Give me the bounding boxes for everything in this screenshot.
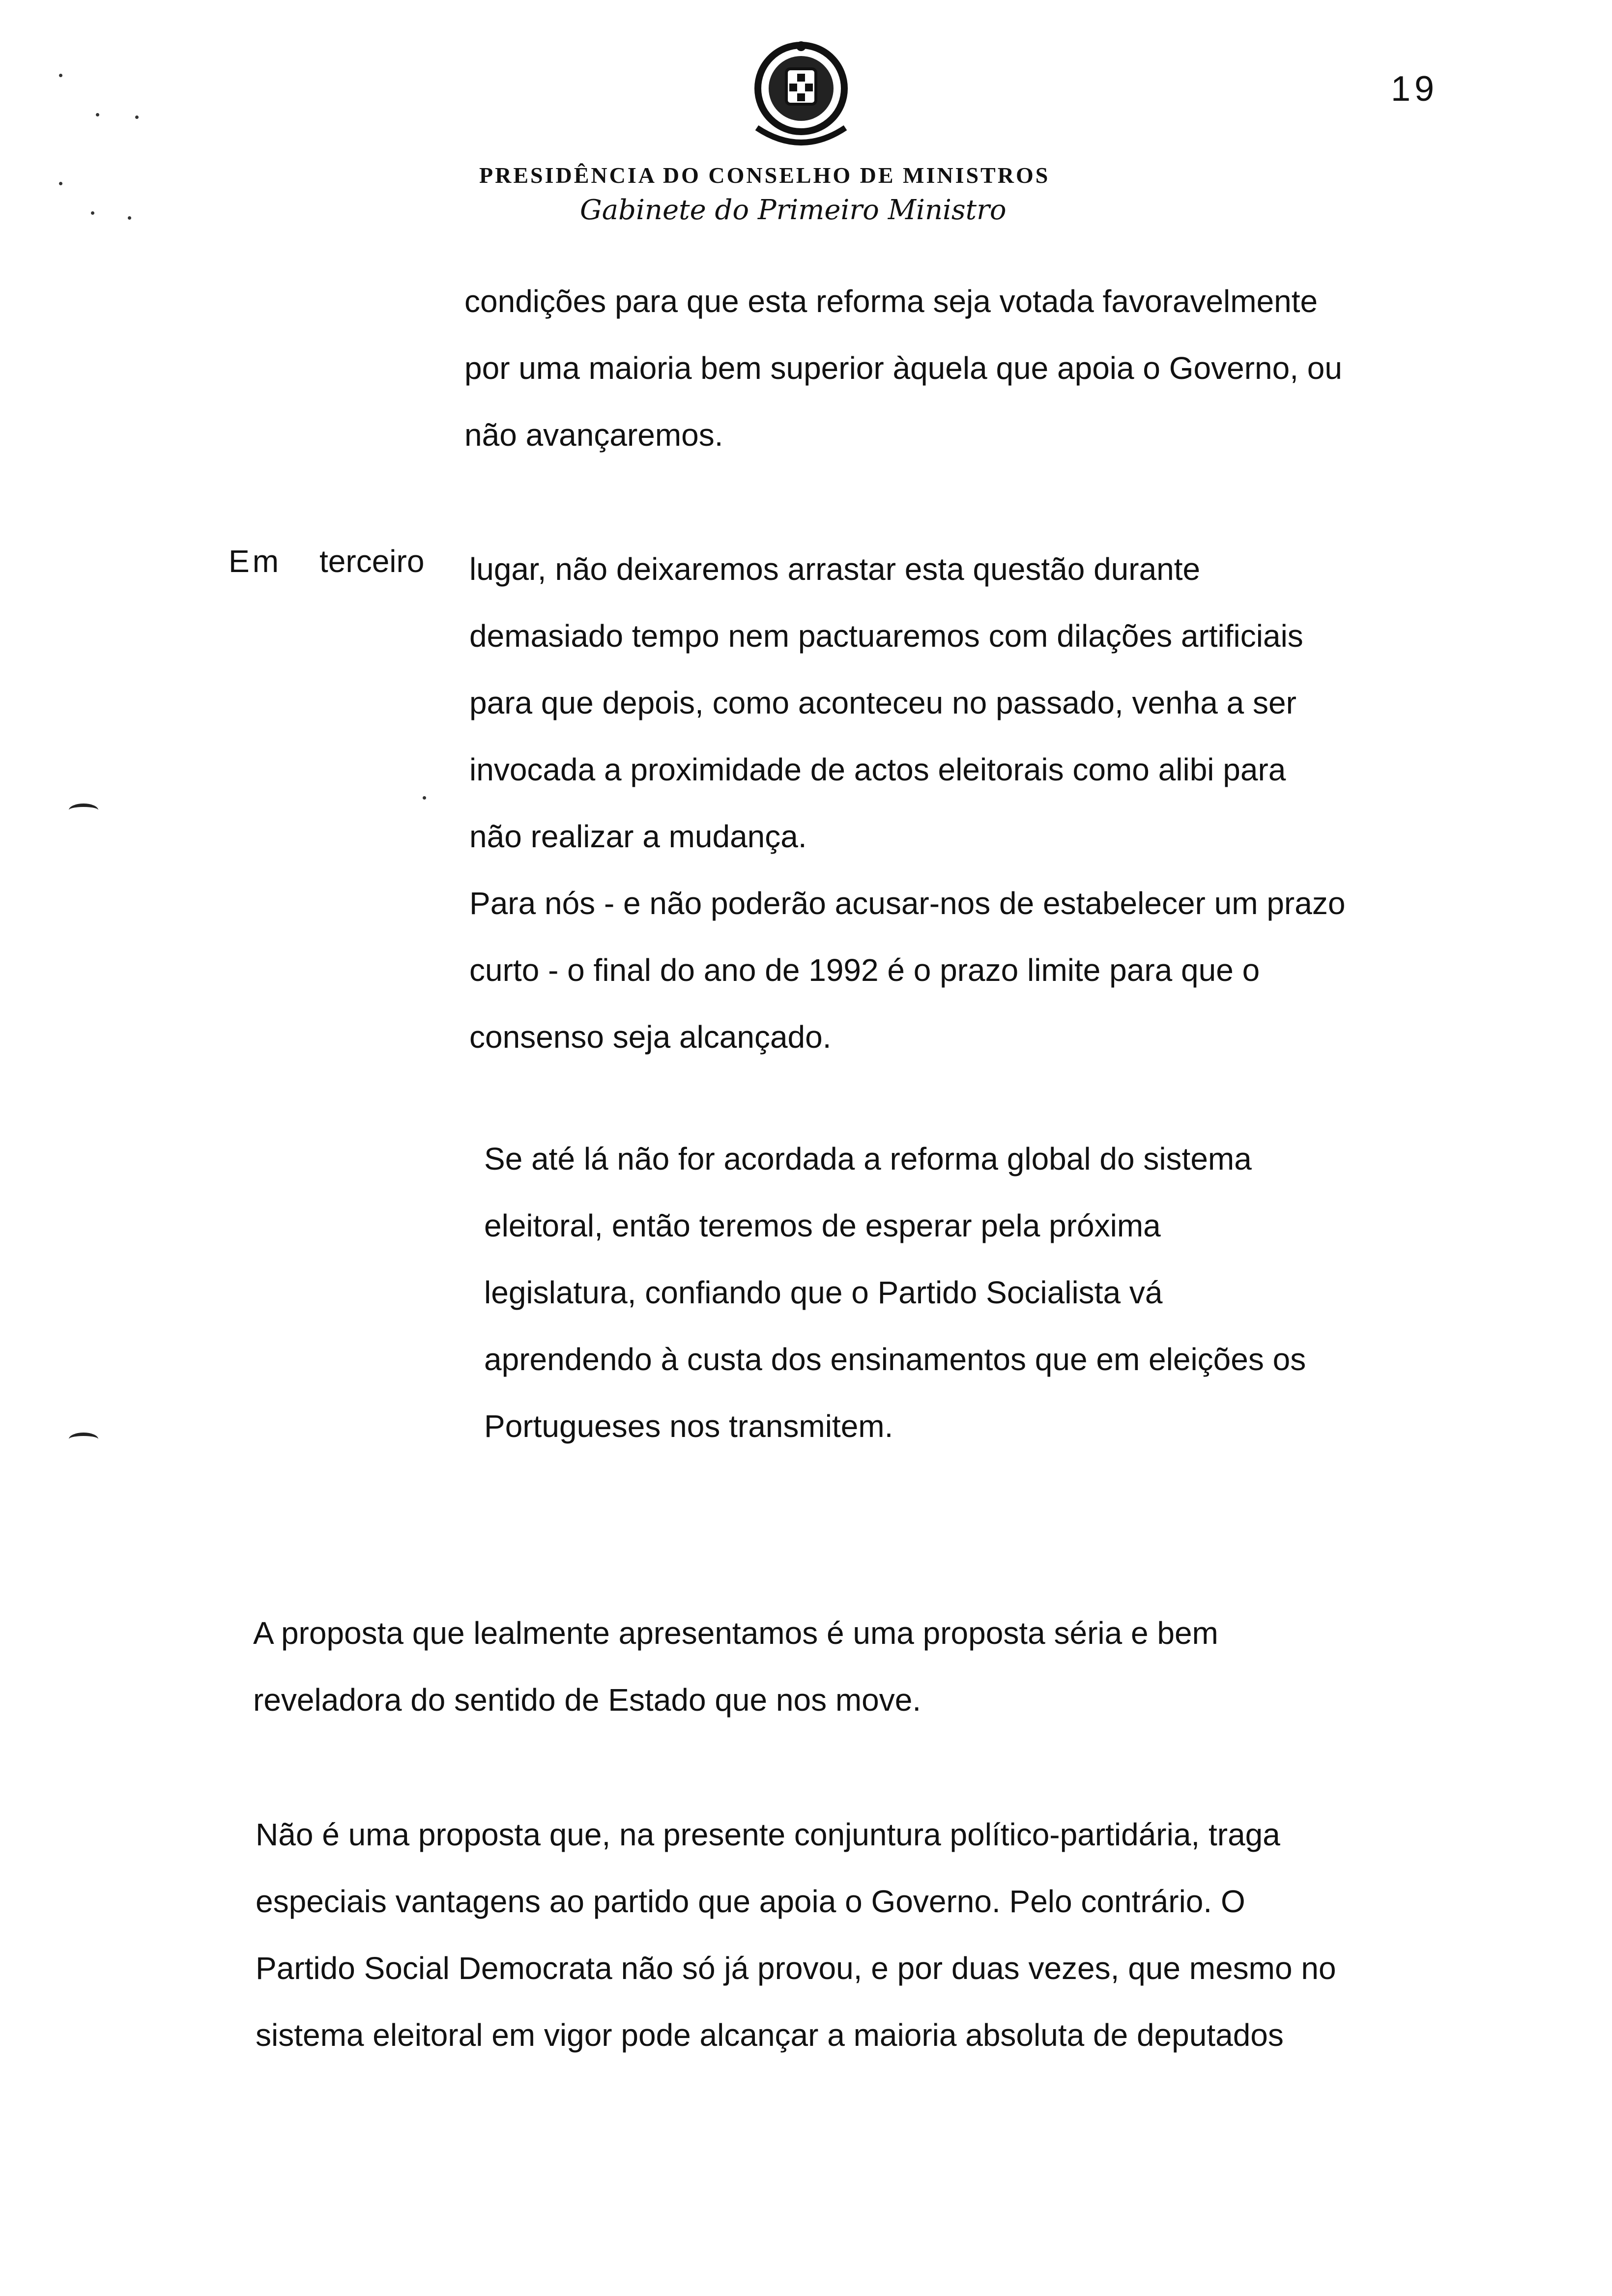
text-line: curto - o final do ano de 1992 é o prazo limite para que o — [469, 952, 1260, 988]
paragraph-4 — [253, 1600, 1531, 1733]
text-line: Se até lá não for acordada a reforma global do sistema — [484, 1141, 1252, 1177]
scan-speck — [135, 115, 139, 119]
paragraph-3 — [484, 1125, 1516, 1460]
text-line: lugar, não deixaremos arrastar esta questão durante — [469, 551, 1201, 587]
text-line: especiais vantagens ao partido que apoia o Governo. Pelo contrário. O — [256, 1884, 1245, 1919]
institution-title: PRESIDÊNCIA DO CONSELHO DE MINISTROS — [479, 163, 1050, 188]
text-line: não avançaremos. — [464, 417, 723, 453]
text-line: reveladora do sentido de Estado que nos move. — [253, 1682, 921, 1718]
paragraph-1 — [464, 268, 1501, 468]
scan-speck — [59, 182, 62, 185]
paragraph-2 — [469, 536, 1506, 1070]
text-line: para que depois, como aconteceu no passado, venha a ser — [469, 685, 1296, 720]
text-line: legislatura, confiando que o Partido Socialista vá — [484, 1275, 1163, 1310]
office-subtitle: Gabinete do Primeiro Ministro — [580, 194, 1007, 226]
scan-speck — [91, 211, 94, 215]
text-line: Portugueses nos transmitem. — [484, 1408, 893, 1444]
scan-speck — [59, 74, 62, 77]
text-line: Não é uma proposta que, na presente conjuntura político-partidária, traga — [256, 1817, 1280, 1852]
text-line: condições para que esta reforma seja votada favoravelmente — [464, 284, 1318, 319]
text-line: aprendendo à custa dos ensinamentos que em eleições os — [484, 1342, 1306, 1377]
scan-speck — [423, 796, 426, 800]
text-line: não realizar a mudança. — [469, 819, 807, 854]
text-line: A proposta que lealmente apresentamos é uma proposta séria e bem — [253, 1615, 1218, 1651]
page-number: 19 — [1391, 69, 1439, 109]
paragraph-5 — [256, 1801, 1533, 2068]
margin-mark — [69, 804, 98, 817]
text-line: invocada a proximidade de actos eleitorais como alibi para — [469, 752, 1286, 787]
text-line: por uma maioria bem superior àquela que apoia o Governo, ou — [464, 350, 1342, 386]
paragraph-label-em: Em — [229, 544, 282, 579]
paragraph-label-terceiro: terceiro — [319, 544, 425, 579]
text-line: sistema eleitoral em vigor pode alcançar a maioria absoluta de deputados — [256, 2017, 1284, 2053]
coat-of-arms-emblem — [737, 34, 865, 162]
text-line: eleitoral, então teremos de esperar pela próxima — [484, 1208, 1161, 1243]
margin-mark — [69, 1433, 98, 1446]
text-line: consenso seja alcançado. — [469, 1019, 832, 1055]
text-line: Para nós - e não poderão acusar-nos de estabelecer um prazo — [469, 886, 1346, 921]
scan-speck — [128, 216, 131, 220]
text-line: Partido Social Democrata não só já provou, e por duas vezes, que mesmo no — [256, 1951, 1336, 1986]
text-line: demasiado tempo nem pactuaremos com dilações artificiais — [469, 618, 1303, 654]
scan-speck — [96, 113, 99, 116]
